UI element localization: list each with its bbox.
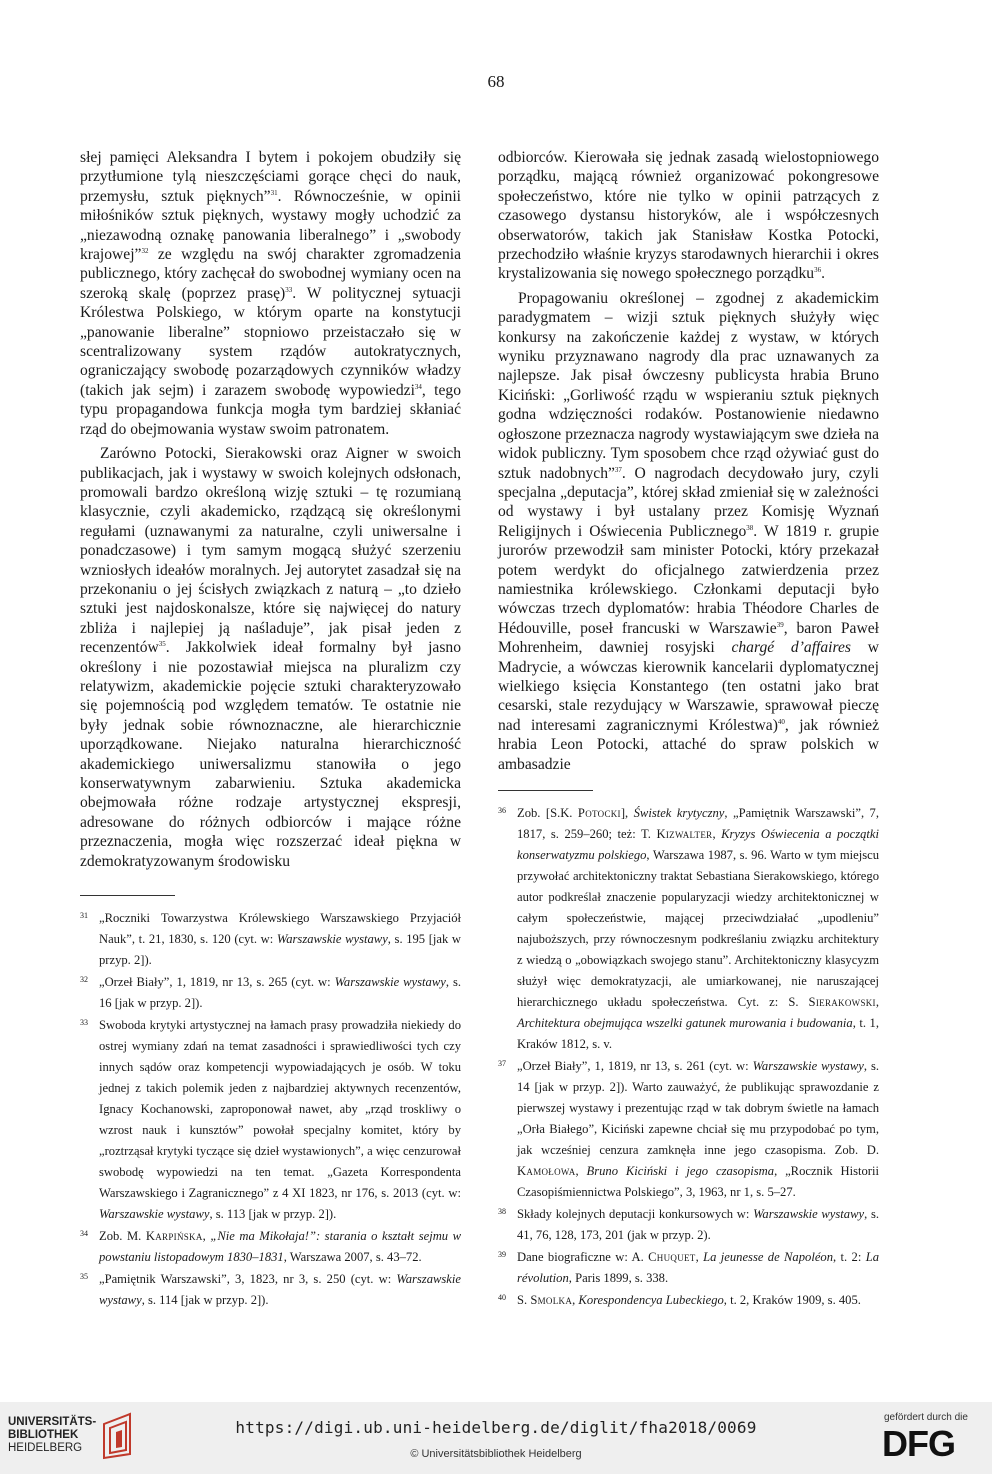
- author-name: Kizwalter: [656, 827, 713, 841]
- text-run: , tego typu propagandowa funkcja mogła tym bardziej skłaniać rząd do obejmowania wystaw swoim patronatem.: [80, 381, 462, 438]
- footnote: [80, 1269, 461, 1311]
- text-run: S.: [517, 1293, 531, 1307]
- author-name: Karpińska: [145, 1229, 203, 1244]
- right-body-text: [498, 148, 879, 774]
- text-run: słej pamięci Aleksandra I bytem i pokojem obudziły się przytłumione tylą nieszczęściami gorące chęci do nauk, przemysłu, sztuk pięknych”: [80, 149, 461, 205]
- footnote: [498, 1290, 879, 1311]
- footnote-ref: 32: [141, 246, 149, 255]
- text-run: .: [821, 265, 826, 283]
- italic-text: Warszawskie wystawy: [99, 1272, 461, 1308]
- footnote-rule: [498, 790, 593, 791]
- footnote: [80, 972, 461, 1014]
- footnote-rule: [80, 895, 175, 896]
- text-run: . W politycznej sytuacji Królestwa Polskiego, w którym oparte na konstytucji „panowanie liberalne” stopniowo przeistaczało się w scentralizowany system rządów autokratycznych, ograniczający swobodę pozarządowych czynników władzy (takich jak sejm) i zarazem swobodę wypowiedzi: [80, 284, 461, 399]
- text-run: ,: [575, 1164, 587, 1178]
- text-run: . O nagrodach decydowało jury, czyli specjalna „deputacja”, której skład zmieniał się w zależności od wystawy i był ustalany przez Komisję Wyznań Religijnych i Oświecenia Publicznego: [498, 464, 879, 540]
- italic-text: „Nie ma Mikołaja!”: starania o kształt sejmu w powstaniu listopadowym 1830–1831: [99, 1229, 462, 1265]
- paragraph: [498, 289, 879, 774]
- dfg-logo[interactable]: DFG: [882, 1423, 955, 1464]
- library-line1: UNIVERSITÄTS-: [8, 1416, 97, 1428]
- copyright-notice: © Universitätsbibliothek Heidelberg: [410, 1448, 582, 1460]
- footnote: [498, 803, 879, 1055]
- text-run: „Roczniki Towarzystwa Królewskiego Warszawskiego Przyjaciół Nauk”, t. 21, 1830, s. 120 (cyt. w:: [99, 911, 461, 947]
- text-run: Składy kolejnych deputacji konkursowych w:: [517, 1207, 754, 1221]
- text-run: , s. 14 [jak w przyp. 2]). Warto zauważyć, że publikując sprawozdanie z pierwszej wystawy i prezentując rząd w tak dobrym świetle na łamach „Orła Białego”, Kiciński zapewne chciał się mu przypodobać po tym, jak wcześniej cenzura zamknęła inne jego czasopisma. Zob. D.: [517, 1059, 879, 1157]
- author-name: Kamołowa: [517, 1164, 576, 1178]
- text-run: Zob. [S.K.: [517, 806, 578, 820]
- text-run: , Paris 1899, s. 338.: [568, 1271, 669, 1285]
- text-run: ,: [202, 1229, 211, 1244]
- left-column: [80, 148, 461, 1312]
- italic-text: La jeunesse de Napoléon: [703, 1250, 834, 1264]
- text-run: odbiorców. Kierowała się jednak zasadą wielostopniowego porządku, mającą również organizować pokongresowe społeczeństwo, które nie tylko w opinii patrzących z czasowego dystansu historyków, ale i współczesnych obserwatorów, takich jak Stanisław Kostka Potocki, przechodziło właśnie kryzys starodawnych hierarchii i okres krystalizowania się nowego społecznego porządku: [498, 149, 879, 283]
- viewer-footer: [0, 1402, 992, 1474]
- text-run: , Warszawa 1987, s. 96. Warto w tym miejscu przywołać architektoniczny traktat Sebastiana Sierakowskiego, którego autor podkreślał znaczenie popularyzacji wiedzy architektonicznej w całym społeczeństwie, mającej przeciwdziałać „upodleniu” najuboższych, przy równoczesnym podkreślaniu związku architektury z wiedzą o „obowiązkach swojego stanu”. Architektoniczny klasycyzm służył więc demokratyzacji, ale umiarkowanej, nie naruszającej hierarchicznego układu społeczeństwa. Cyt. z: S.: [517, 848, 879, 1009]
- footnote-number: 38: [498, 1207, 506, 1216]
- text-run: ,: [712, 827, 722, 841]
- footnote-number: 37: [498, 1059, 506, 1068]
- author-name: Chuquet: [648, 1250, 696, 1264]
- text-run: , Warszawa 2007, s. 43–72.: [283, 1250, 422, 1265]
- text-run: Zob. M.: [99, 1229, 146, 1244]
- footnote-ref: 38: [746, 523, 754, 532]
- footnote: [498, 1247, 879, 1289]
- author-name: Sierakowski: [808, 995, 876, 1009]
- footnote-ref: 34: [414, 382, 422, 391]
- permalink-url[interactable]: https://digi.ub.uni-heidelberg.de/diglit/fha2018/0069: [235, 1418, 757, 1437]
- text-run: Propagowaniu określonej – zgodnej z akademickim paradygmatem – wizji sztuk pięknych służyły więc konkursy na zakończenie każdej z wystaw, w których wyniku przyznawano nagrody dla prac uznawanych za najlepsze. Jak pisał ówczesny publicysta hrabia Bruno Kiciński: „Gorliwość rządu w wspieraniu sztuk pięknych godna wdzięczności rodaków. Postanowienie niedawno ogłoszone przeznacza nagrody wystawiającym swe dzieła na widok publiczny. Tym sposobem chce rząd ożywiać gust do sztuk nadobnych”: [498, 289, 879, 482]
- italic-text: La révolution: [517, 1250, 879, 1285]
- text-run: ],: [620, 806, 634, 820]
- footnote-number: 36: [498, 806, 506, 815]
- italic-text: Architektura obejmująca wszelki gatunek murowania i budowania: [517, 1016, 853, 1030]
- text-run: ze względu na swój charakter zgromadzenia publicznego, który zachęcał do swobodnej wymiany ocen na szeroką skalę (poprzez prasę): [80, 246, 461, 302]
- text-run: ,: [875, 995, 879, 1009]
- library-line2: BIBLIOTHEK: [8, 1429, 79, 1441]
- text-run: Swoboda krytyki artystycznej na łamach prasy prowadziła niekiedy do ostrej wymiany zdań na temat zasadności i sprawiedliwości tych czy innych sądów oraz kompetencji wypowiadających je osób. W toku jednej z takich polemik jeden z najbardziej aktywnych recenzentów, Ignacy Kochanowski, zaproponował nawet, aby „rząd troskliwy o wzrost nauk i kunsztów” powołał specjalny komitet, który by „roztrząsał krytyki tyczące się dzieł wystawionych”, a więc cenzurował swobodę wypowiedzi na ten temat. „Gazeta Korrespondenta Warszawskiego i Zagranicznego” z 4 XI 1823, nr 176, s. 2013 (cyt. w:: [99, 1018, 461, 1201]
- paragraph: [498, 148, 879, 284]
- text-run: , s. 41, 76, 128, 173, 201 (jak w przyp. 2).: [517, 1207, 879, 1242]
- text-run: „Orzeł Biały”, 1, 1819, nr 13, s. 265 (cyt. w:: [99, 975, 335, 990]
- text-run: . Jakkolwiek ideał formalny był jasno określony i nie pozostawiał miejsca na pluralizm czy relatywizm, akademickie pojęcie sztuki charakteryzowało się pojemnością pod względem tematów. Te ostatnie nie były jednak sobie równoznaczne, ale hierarchicznie uporządkowane. Niejako naturalna hierarchiczność akademickiego uniwersalizmu stanowiła o jego konserwatywnym zabarwieniu. Sztuka akademicka obejmowała różne rodzaje artystycznej ekspresji, adresowane do różnych odbiorców i mające różne przeznaczenia, mogła więc rozszerzać ideał piękna w zdemokratyzowanym środowisku: [80, 639, 461, 870]
- footnote: [498, 1204, 879, 1246]
- footnote-number: 33: [80, 1018, 88, 1028]
- italic-text: chargé d’affaires: [731, 639, 851, 657]
- author-name: Smolka: [530, 1293, 573, 1307]
- footnote-ref: 31: [270, 188, 278, 197]
- text-run: . W 1819 r. grupie jurorów przewodził sam minister Potocki, który przekazał potem werdykt do oficjalnego zatwierdzenia przez namiestnika królewskiego. Członkami deputacji było wówczas trzech dyplomatów: hrabia Théodore Charles de Hédouville, poseł francuski w Warszawie: [498, 522, 879, 637]
- footnote-number: 31: [80, 911, 88, 921]
- text-run: Zarówno Potocki, Sierakowski oraz Aigner w swoich publikacjach, jak i wystawy w swoich kolejnych odsłonach, promowali bardzo określoną wizję sztuki – tę rozumianą klasycznie, czyli akademicko, rządzącą się określonymi regułami (uznawanymi za naturalne, czyli uniwersalne i ponadczasowe) i tym samym mogącą służyć szerzeniu wzniosłych ideałów moralnych. Jej autorytet zasadzał się na przekonaniu o jej ścisłych związkach z naturą – „to dzieło sztuki jest najdoskonalsze, które się najwięcej do natury zbliża i najlepiej ją naśladuje”, jak pisał jeden z recenzentów: [80, 445, 461, 657]
- text-run: , jak również hrabia Leon Potocki, attaché do spraw polskich w ambasadzie: [498, 716, 879, 773]
- text-run: , s. 16 [jak w przyp. 2]).: [99, 975, 461, 1011]
- footnote-number: 34: [80, 1229, 88, 1239]
- text-run: Dane biograficzne w: A.: [517, 1250, 649, 1264]
- author-name: Potocki: [577, 806, 621, 820]
- library-line3: HEIDELBERG: [8, 1442, 83, 1454]
- footnote: [80, 1015, 461, 1225]
- footnote: [80, 908, 461, 971]
- italic-text: Świstek krytyczny: [633, 806, 725, 820]
- footnote-ref: 36: [814, 266, 822, 275]
- footnote: [80, 1226, 461, 1268]
- page-number: 68: [487, 72, 505, 91]
- italic-text: Warszawskie wystawy: [276, 932, 388, 947]
- text-run: , s. 113 [jak w przyp. 2]).: [209, 1207, 337, 1222]
- text-run: , „Rocznik Historii Czasopiśmiennictwa Polskiego”, 3, 1963, nr 1, s. 5–27.: [517, 1164, 880, 1199]
- footnote-ref: 40: [777, 717, 785, 726]
- text-run: , t. 1, Kraków 1812, s. v.: [517, 1016, 879, 1051]
- footnote-number: 32: [80, 975, 88, 985]
- footnote-ref: 37: [614, 465, 622, 474]
- text-run: , t. 2, Kraków 1909, s. 405.: [723, 1293, 861, 1307]
- italic-text: Warszawskie wystawy: [753, 1207, 865, 1221]
- italic-text: Warszawskie wystawy: [752, 1059, 864, 1073]
- italic-text: Warszawskie wystawy: [99, 1207, 210, 1222]
- text-run: , baron Paweł Mohrenheim, dawniej rosyjski: [498, 619, 879, 657]
- italic-text: Korespondencya Lubeckiego: [578, 1293, 724, 1307]
- left-body-text: [80, 148, 461, 871]
- text-run: „Pamiętnik Warszawski”, 3, 1823, nr 3, s. 250 (cyt. w:: [99, 1272, 397, 1287]
- footnote-ref: 39: [776, 620, 784, 629]
- text-run: „Orzeł Biały”, 1, 1819, nr 13, s. 261 (cyt. w:: [517, 1059, 753, 1073]
- paragraph: [80, 444, 461, 871]
- text-run: w Madrycie, a wówczas kierownik kancelarii dyplomatycznej wielkiego księcia Konstantego (ten ostatni jako brat cesarski, stale rezydujący w Warszawie, sprawował pieczę nad interesami zagranicznymi Królestwa): [498, 639, 879, 734]
- footnote-number: 40: [498, 1293, 506, 1302]
- footnote: [498, 1056, 879, 1203]
- text-run: ,: [572, 1293, 579, 1307]
- italic-text: Kryzys Oświecenia a początki konserwatyzmu polskiego: [517, 827, 880, 862]
- text-run: , s. 195 [jak w przyp. 2]).: [99, 932, 461, 968]
- text-run: . Równocześnie, w opinii miłośników sztuk pięknych, wystawy mogły uchodzić za „niezawodną oznakę panowania liberalnego” i „swobody krajowej”: [80, 187, 461, 264]
- footnote-ref: 35: [158, 639, 166, 648]
- left-footnotes: [80, 908, 461, 1311]
- italic-text: Bruno Kiciński i jego czasopisma: [586, 1164, 775, 1178]
- funded-by-label: gefördert durch die: [884, 1412, 968, 1423]
- text-run: ,: [695, 1250, 704, 1264]
- text-run: , t. 2:: [833, 1250, 866, 1264]
- text-run: , „Pamiętnik Warszawski”, 7, 1817, s. 259–260; też: T.: [517, 806, 879, 841]
- footnote-number: 35: [80, 1272, 88, 1282]
- right-column: [498, 148, 879, 1312]
- italic-text: Warszawskie wystawy: [334, 975, 446, 990]
- right-footnotes: [498, 803, 879, 1311]
- footnote-number: 39: [498, 1250, 506, 1259]
- text-run: , s. 114 [jak w przyp. 2]).: [141, 1293, 269, 1308]
- footnote-ref: 33: [285, 285, 293, 294]
- paragraph: [80, 148, 461, 439]
